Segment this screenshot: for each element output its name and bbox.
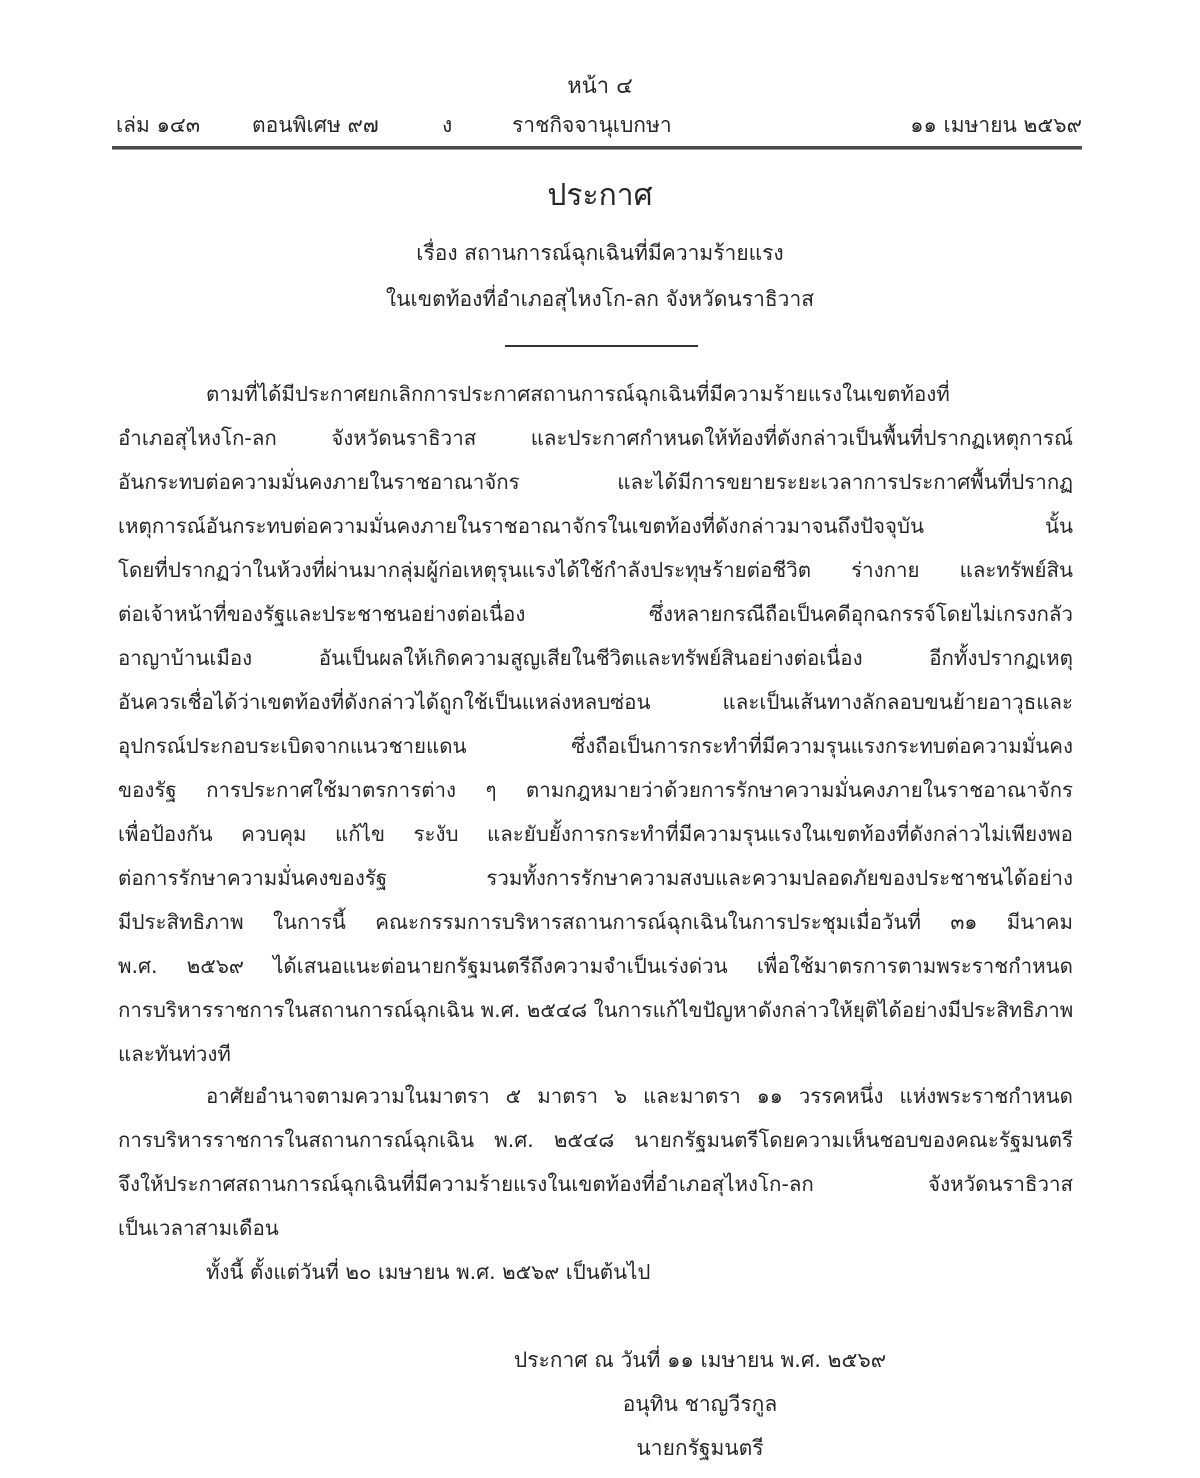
issue-label: ตอนพิเศษ ๙๗	[252, 113, 379, 137]
body-line: เป็นเวลาสามเดือน	[118, 1216, 279, 1240]
body-line: โดยที่ปรากฏว่าในห้วงที่ผ่านมากลุ่มผู้ก่อเหตุรุนแรงได้ใช้กำลังประทุษร้ายต่อชีวิต ร่างกาย และทรัพย์สิน	[118, 558, 1073, 582]
signatory-name: อนุทิน ชาญวีรกูล	[622, 1392, 778, 1416]
body-line: การบริหารราชการในสถานการณ์ฉุกเฉิน พ.ศ. ๒๕๔๘ นายกรัฐมนตรีโดยความเห็นชอบของคณะรัฐมนตรี	[118, 1128, 1073, 1152]
subject-line-1: เรื่อง สถานการณ์ฉุกเฉินที่มีความร้ายแรง	[416, 241, 784, 265]
body-line: พ.ศ. ๒๕๖๙ ได้เสนอแนะต่อนายกรัฐมนตรีถึงความจำเป็นเร่งด่วน เพื่อใช้มาตรการตามพระราชกำหนด	[118, 954, 1073, 978]
paragraph-2	[118, 1074, 1073, 1250]
title-rule	[505, 345, 698, 347]
body-line: ต่อการรักษาความมั่นคงของรัฐ รวมทั้งการรักษาความสงบและความปลอดภัยของประชาชนได้อย่าง	[118, 866, 1073, 890]
body-line: ตามที่ได้มีประกาศยกเลิกการประกาศสถานการณ์ฉุกเฉินที่มีความร้ายแรงในเขตท้องที่	[206, 382, 950, 406]
volume-label: เล่ม ๑๔๓	[116, 113, 201, 137]
body-line: ต่อเจ้าหน้าที่ของรัฐและประชาชนอย่างต่อเนื่อง ซึ่งหลายกรณีถือเป็นคดีอุกฉกรรจ์โดยไม่เกรงกลัว	[118, 602, 1073, 626]
gazette-date: ๑๑ เมษายน ๒๕๖๙	[910, 113, 1082, 137]
gazette-name: ราชกิจจานุเบกษา	[512, 113, 672, 137]
body-line: เหตุการณ์อันกระทบต่อความมั่นคงภายในราชอาณาจักรในเขตท้องที่ดังกล่าวมาจนถึงปัจจุบัน นั้น	[118, 514, 1073, 538]
body-line: เพื่อป้องกัน ควบคุม แก้ไข ระงับ และยับยั้งการกระทำที่มีความรุนแรงในเขตท้องที่ดังกล่าวไม่เพียงพอ	[118, 822, 1073, 846]
body-line: อันควรเชื่อได้ว่าเขตท้องที่ดังกล่าวได้ถูกใช้เป็นแหล่งหลบซ่อน และเป็นเส้นทางลักลอบขนย้ายอาวุธและ	[118, 690, 1073, 714]
body-line: อาญาบ้านเมือง อันเป็นผลให้เกิดความสูญเสียในชีวิตและทรัพย์สินอย่างต่อเนื่อง อีกทั้งปรากฏเหตุ	[118, 646, 1073, 670]
body-line: อำเภอสุไหงโก-ลก จังหวัดนราธิวาส และประกาศกำหนดให้ท้องที่ดังกล่าวเป็นพื้นที่ปรากฏเหตุการณ์	[118, 426, 1073, 450]
paragraph-1	[118, 372, 1073, 1076]
subject-line-2: ในเขตท้องที่อำเภอสุไหงโก-ลก จังหวัดนราธิวาส	[385, 287, 815, 311]
header-rule	[112, 146, 1082, 150]
body-line: อันกระทบต่อความมั่นคงภายในราชอาณาจักร และได้มีการขยายระยะเวลาการประกาศพื้นที่ปรากฏ	[118, 470, 1073, 494]
body-line: มีประสิทธิภาพ ในการนี้ คณะกรรมการบริหารสถานการณ์ฉุกเฉินในการประชุมเมื่อวันที่ ๓๑ มีนาคม	[118, 910, 1073, 934]
body-line: อาศัยอำนาจตามความในมาตรา ๕ มาตรา ๖ และมาตรา ๑๑ วรรคหนึ่ง แห่งพระราชกำหนด	[206, 1084, 1073, 1108]
body-line: ของรัฐ การประกาศใช้มาตรการต่าง ๆ ตามกฎหมายว่าด้วยการรักษาความมั่นคงภายในราชอาณาจักร	[118, 778, 1073, 802]
body-line: ทั้งนี้ ตั้งแต่วันที่ ๒๐ เมษายน พ.ศ. ๒๕๖๙ เป็นต้นไป	[206, 1260, 651, 1284]
body-line: จึงให้ประกาศสถานการณ์ฉุกเฉินที่มีความร้ายแรงในเขตท้องที่อำเภอสุไหงโก-ลก จังหวัดนราธิวาส	[118, 1172, 1073, 1196]
gazette-header	[116, 110, 1082, 140]
document-title: ประกาศ	[547, 178, 653, 213]
page-number: หน้า ๔	[567, 74, 633, 99]
body-line: การบริหารราชการในสถานการณ์ฉุกเฉิน พ.ศ. ๒๕๔๘ ในการแก้ไขปัญหาดังกล่าวให้ยุติได้อย่างมีประสิทธิภาพ	[118, 998, 1074, 1022]
body-line: และทันท่วงที	[118, 1042, 231, 1066]
signatory-position: นายกรัฐมนตรี	[636, 1436, 764, 1460]
signature-date: ประกาศ ณ วันที่ ๑๑ เมษายน พ.ศ. ๒๕๖๙	[513, 1348, 887, 1372]
body-line: อุปกรณ์ประกอบระเบิดจากแนวชายแดน ซึ่งถือเป็นการกระทำที่มีความรุนแรงกระทบต่อความมั่นคง	[118, 734, 1073, 758]
paragraph-3	[118, 1250, 1073, 1294]
section-label: ง	[442, 113, 453, 137]
